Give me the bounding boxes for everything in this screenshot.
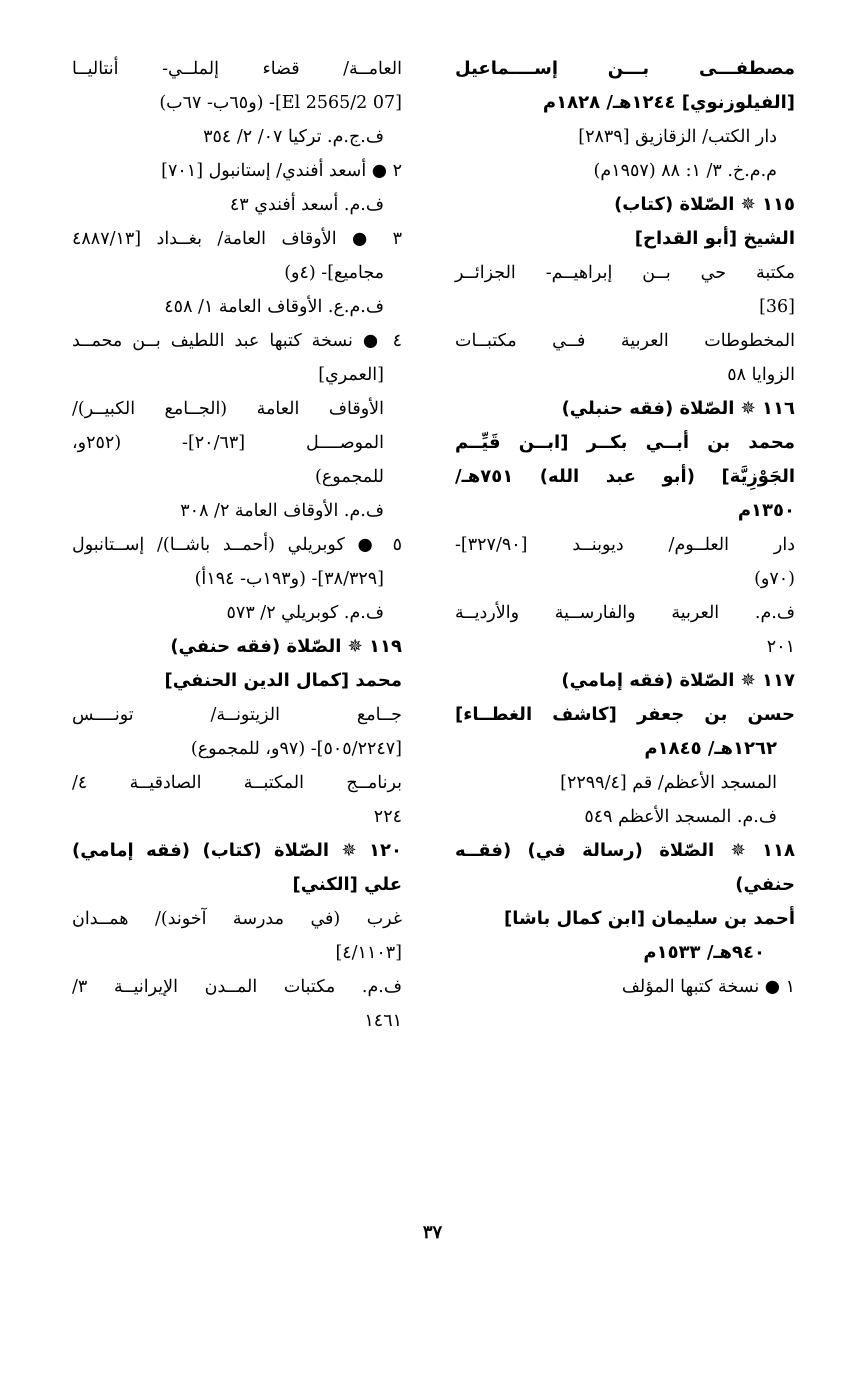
left-column-line: العامــة/ قضاء إلملــي- أنتاليــا: [72, 59, 402, 79]
right-column-line: الجَوْزِيَّة] (أبو عبد الله) ٧٥١هـ/: [455, 466, 795, 487]
right-column-line: ١١٦ ✵ الصّلاة (فقه حنبلي): [561, 398, 795, 419]
right-column-line: [36]: [759, 297, 795, 317]
right-column-line: ١ ● نسخة كتبها المؤلف: [621, 977, 795, 997]
left-column-line: ٣ ● الأوقاف العامة/ بغــداد [٤٨٨٧/١٣: [72, 229, 402, 249]
right-column-line: (٧٠و): [754, 569, 795, 589]
left-column-line: جــامع الزيتونــة/ تونــــس: [72, 705, 402, 725]
left-column-line: ٤ ● نسخة كتبها عبد اللطيف بــن محمــد: [72, 331, 402, 351]
left-column-line: ١١٩ ✵ الصّلاة (فقه حنفي): [170, 636, 402, 657]
left-column-line: [٣٨/٣٢٩]- (و١٩٣ب- ١٩٤أ): [194, 569, 384, 589]
right-column-line: ١١٧ ✵ الصّلاة (فقه إمامي): [561, 670, 795, 691]
right-column-line: م.م.خ. ٣/ ١: ٨٨ (١٩٥٧م): [593, 161, 777, 181]
left-column: [72, 52, 402, 1038]
left-column-line: غرب (في مدرسة آخوند)/ همــدان: [72, 909, 402, 929]
left-column-line: ٢ ● أسعد أفندي/ إستانبول [٧٠١]: [161, 161, 402, 181]
right-column-line: ف.م. المسجد الأعظم ٥٤٩: [584, 807, 777, 827]
left-column-line: [العمري]: [318, 365, 384, 385]
right-column-line: ١١٥ ✵ الصّلاة (كتاب): [614, 194, 795, 215]
left-column-line: ١٤٦١: [364, 1011, 402, 1031]
right-column-line: ٩٤٠هـ/ ١٥٣٣م: [643, 942, 765, 963]
left-column-line: الأوقاف العامة (الجــامع الكبيــر)/: [72, 399, 384, 419]
left-column-line: [٥٠٥/٢٢٤٧]- (٩٧و، للمجموع): [190, 739, 402, 759]
left-column-line: ف.م. مكتبات المــدن الإيرانيــة ٣/: [72, 977, 402, 997]
left-column-line: مجاميع]- (٤و): [284, 263, 384, 283]
left-column-line: ف.ج.م. تركيا ٠٧/ ٢/ ٣٥٤: [203, 127, 384, 147]
left-column-line: ٥ ● كوبريلي (أحمــد باشــا)/ إســتانبول: [72, 535, 402, 555]
right-column-line: حنفي): [735, 874, 795, 895]
right-column-line: ٢٠١: [766, 637, 795, 657]
left-column-line: ف.م. أسعد أفندي ٤٣: [229, 195, 384, 215]
right-column-line: ١١٨ ✵ الصّلاة (رسالة في) (فقــه: [455, 840, 795, 861]
left-column-line: للمجموع): [315, 467, 384, 487]
right-column-line: المسجد الأعظم/ قم [٢٢٩٩/٤]: [560, 773, 777, 793]
left-column-line: ف.م. الأوقاف العامة ٢/ ٣٠٨: [180, 501, 384, 521]
left-column-line: [07 El 2565/2]- (و٦٥ب- ٦٧ب): [159, 93, 402, 113]
left-column-line: علي [الكني]: [292, 874, 402, 895]
left-column-line: [٤/١١٠٣]: [335, 943, 402, 963]
right-column-line: دار العلــوم/ ديوبنــد [٣٢٧/٩٠]-: [455, 535, 795, 555]
right-column-line: أحمد بن سليمان [ابن كمال باشا]: [504, 908, 795, 929]
right-column-line: ١٢٦٢هـ/ ١٨٤٥م: [644, 738, 777, 759]
left-column-line: الموصــــل [٢٠/٦٣]- (٢٥٢و،: [72, 433, 384, 453]
left-column-line: محمد [كمال الدين الحنفي]: [164, 670, 402, 691]
right-column-line: المخطوطات العربية فــي مكتبــات: [455, 331, 795, 351]
left-column-line: ٢٢٤: [373, 807, 402, 827]
right-column-line: [الفيلوزنوي] ١٢٤٤هـ/ ١٨٢٨م: [542, 92, 795, 113]
right-column-line: الزوايا ٥٨: [727, 365, 795, 385]
right-column: [455, 52, 795, 1004]
left-column-line: ١٢٠ ✵ الصّلاة (كتاب) (فقه إمامي): [72, 840, 402, 861]
page-number: ٣٧: [422, 1222, 443, 1243]
right-column-line: مصطفـــى بـــن إســــماعيل: [455, 58, 795, 79]
right-column-line: حسن بن جعفر [كاشف الغطــاء]: [455, 704, 795, 725]
left-column-line: ف.م.ع. الأوقاف العامة ١/ ٤٥٨: [164, 297, 384, 317]
right-column-line: ف.م. العربية والفارســية والأرديــة: [455, 603, 795, 623]
right-column-line: مكتبة حي بــن إبراهيــم- الجزائــر: [455, 263, 795, 283]
right-column-line: ١٣٥٠م: [737, 500, 795, 521]
left-column-line: ف.م. كوبريلي ٢/ ٥٧٣: [226, 603, 384, 623]
right-column-line: دار الكتب/ الزقازيق [٢٨٣٩]: [578, 127, 777, 147]
right-column-line: محمد بن أبــي بكــر [ابــن قَيِّــم: [455, 432, 795, 453]
right-column-line: الشيخ [أبو القداح]: [634, 228, 795, 249]
left-column-line: برنامــج المكتبــة الصادقيــة ٤/: [72, 773, 402, 793]
